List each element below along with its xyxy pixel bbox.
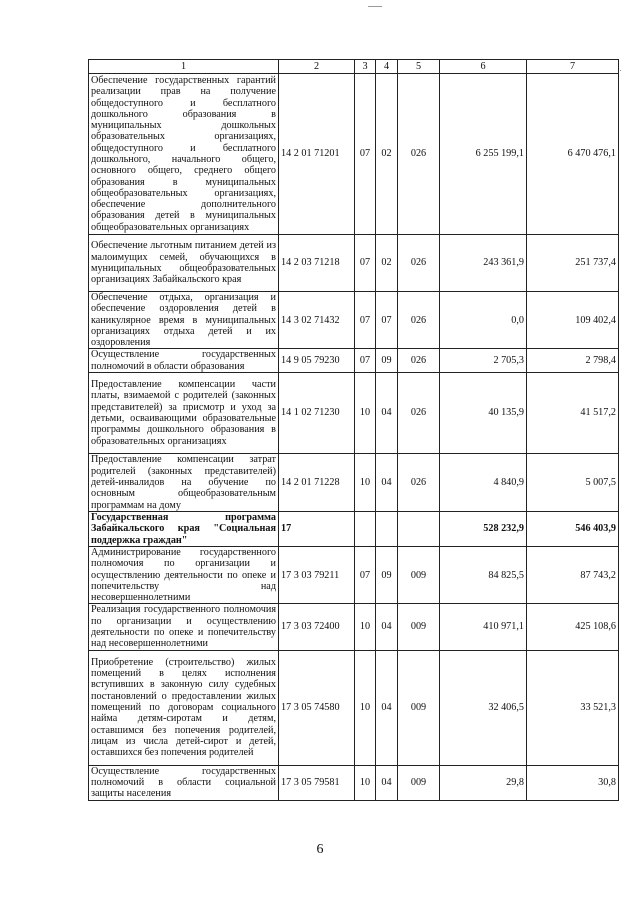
row-name-cell: Обеспечение государственных гарантий реализации прав на получение общедоступного и бесплатного дошкольного образования в муниципальных дошкольных образовательных организациях, общедоступного и бесплатного дошкольного, начального общего, основного общего, среднего общего образования в муниципальных общеобразовательных организациях, обеспечение дополнительного образования детей в муниципальных общеобразовательных организациях xyxy=(89,74,279,235)
amount-year2-cell: 546 403,9 xyxy=(527,512,619,547)
table-row xyxy=(89,650,619,765)
subsection-cell: 04 xyxy=(376,373,398,454)
row-name-cell: Государственная программа Забайкальского края "Социальная поддержка граждан" xyxy=(89,512,279,547)
row-name-cell: Реализация государственного полномочия по организации и осуществлению деятельности по опеке и попечительству над несовершеннолетними xyxy=(89,604,279,650)
table-row xyxy=(89,546,619,603)
row-name-cell: Администрирование государственного полномочия по организации и осуществлению деятельности по опеке и попечительству над несовершеннолетними xyxy=(89,546,279,603)
header-cell: 5 xyxy=(398,60,440,74)
subsection-cell: 04 xyxy=(376,604,398,650)
type-cell: 009 xyxy=(398,546,440,603)
section-cell: 07 xyxy=(355,349,376,373)
type-cell: 026 xyxy=(398,74,440,235)
table-row xyxy=(89,454,619,512)
amount-year1-cell: 4 840,9 xyxy=(440,454,527,512)
subsection-cell: 04 xyxy=(376,765,398,800)
type-cell: 026 xyxy=(398,454,440,512)
table-row xyxy=(89,765,619,800)
subsection-cell: 04 xyxy=(376,454,398,512)
table-header-row xyxy=(89,60,619,74)
section-cell: 10 xyxy=(355,765,376,800)
row-name-cell: Осуществление государственных полномочий в области социальной защиты населения xyxy=(89,765,279,800)
subsection-cell: 02 xyxy=(376,74,398,235)
row-name-cell: Обеспечение льготным питанием детей из малоимущих семей, обучающихся в муниципальных общеобразовательных организациях Забайкальского края xyxy=(89,235,279,292)
code-cell: 14 3 02 71432 xyxy=(279,292,355,349)
code-cell: 14 2 01 71201 xyxy=(279,74,355,235)
amount-year1-cell: 0,0 xyxy=(440,292,527,349)
code-cell: 17 3 03 79211 xyxy=(279,546,355,603)
amount-year1-cell: 6 255 199,1 xyxy=(440,74,527,235)
section-cell: 10 xyxy=(355,604,376,650)
header-cell: 7 xyxy=(527,60,619,74)
table-row xyxy=(89,604,619,650)
type-cell: 026 xyxy=(398,349,440,373)
row-name-cell: Обеспечение отдыха, организация и обеспечение оздоровления детей в каникулярное время в муниципальных организациях отдыха детей и их оздоровления xyxy=(89,292,279,349)
amount-year2-cell: 30,8 xyxy=(527,765,619,800)
code-cell: 17 xyxy=(279,512,355,547)
table-row xyxy=(89,292,619,349)
amount-year2-cell: 33 521,3 xyxy=(527,650,619,765)
section-cell: 10 xyxy=(355,650,376,765)
table-row xyxy=(89,349,619,373)
code-cell: 14 2 01 71228 xyxy=(279,454,355,512)
amount-year1-cell: 2 705,3 xyxy=(440,349,527,373)
type-cell: 026 xyxy=(398,373,440,454)
subsection-cell: 02 xyxy=(376,235,398,292)
type-cell: 026 xyxy=(398,292,440,349)
amount-year1-cell: 40 135,9 xyxy=(440,373,527,454)
subsection-cell: 09 xyxy=(376,349,398,373)
section-cell: 07 xyxy=(355,292,376,349)
section-cell xyxy=(355,512,376,547)
section-cell: 07 xyxy=(355,546,376,603)
amount-year1-cell: 29,8 xyxy=(440,765,527,800)
amount-year2-cell: 87 743,2 xyxy=(527,546,619,603)
page-number: 6 xyxy=(316,842,324,857)
amount-year2-cell: 2 798,4 xyxy=(527,349,619,373)
table-row xyxy=(89,74,619,235)
header-cell: 1 xyxy=(89,60,279,74)
amount-year2-cell: 251 737,4 xyxy=(527,235,619,292)
row-name-cell: Предоставление компенсации затрат родителей (законных представителей) детей-инвалидов на обучение по основным общеобразовательным программам на дому xyxy=(89,454,279,512)
section-cell: 10 xyxy=(355,373,376,454)
code-cell: 14 9 05 79230 xyxy=(279,349,355,373)
subsection-cell: 09 xyxy=(376,546,398,603)
type-cell: 009 xyxy=(398,650,440,765)
row-name-cell: Осуществление государственных полномочий в области образования xyxy=(89,349,279,373)
amount-year1-cell: 528 232,9 xyxy=(440,512,527,547)
amount-year1-cell: 84 825,5 xyxy=(440,546,527,603)
subsection-cell: 04 xyxy=(376,650,398,765)
amount-year2-cell: 41 517,2 xyxy=(527,373,619,454)
amount-year2-cell: 6 470 476,1 xyxy=(527,74,619,235)
type-cell xyxy=(398,512,440,547)
header-cell: 6 xyxy=(440,60,527,74)
row-name-cell: Предоставление компенсации части платы, взимаемой с родителей (законных представителей) за присмотр и уход за детьми, осваивающими образовательные программы дошкольного образования в образовательных организациях xyxy=(89,373,279,454)
amount-year1-cell: 243 361,9 xyxy=(440,235,527,292)
scan-mark xyxy=(368,6,382,7)
code-cell: 17 3 05 74580 xyxy=(279,650,355,765)
amount-year2-cell: 425 108,6 xyxy=(527,604,619,650)
amount-year1-cell: 32 406,5 xyxy=(440,650,527,765)
code-cell: 14 1 02 71230 xyxy=(279,373,355,454)
header-cell: 2 xyxy=(279,60,355,74)
amount-year2-cell: 5 007,5 xyxy=(527,454,619,512)
type-cell: 026 xyxy=(398,235,440,292)
amount-year2-cell: 109 402,4 xyxy=(527,292,619,349)
subsection-cell: 07 xyxy=(376,292,398,349)
subsection-cell xyxy=(376,512,398,547)
budget-table xyxy=(88,59,619,801)
amount-year1-cell: 410 971,1 xyxy=(440,604,527,650)
table-row xyxy=(89,512,619,547)
section-cell: 07 xyxy=(355,74,376,235)
header-cell: 3 xyxy=(355,60,376,74)
table-row xyxy=(89,235,619,292)
header-cell: 4 xyxy=(376,60,398,74)
type-cell: 009 xyxy=(398,604,440,650)
row-name-cell: Приобретение (строительство) жилых помещений в целях исполнения вступивших в законную силу судебных постановлений о предоставлении жилых помещений по договорам социального найма детям-сиротам и детям, оставшимся без попечения родителей, лицам из числа детей-сирот и детей, оставшихся без попечения родителей xyxy=(89,650,279,765)
scan-mark xyxy=(620,70,621,71)
table-row xyxy=(89,373,619,454)
code-cell: 17 3 03 72400 xyxy=(279,604,355,650)
section-cell: 10 xyxy=(355,454,376,512)
code-cell: 17 3 05 79581 xyxy=(279,765,355,800)
type-cell: 009 xyxy=(398,765,440,800)
code-cell: 14 2 03 71218 xyxy=(279,235,355,292)
section-cell: 07 xyxy=(355,235,376,292)
